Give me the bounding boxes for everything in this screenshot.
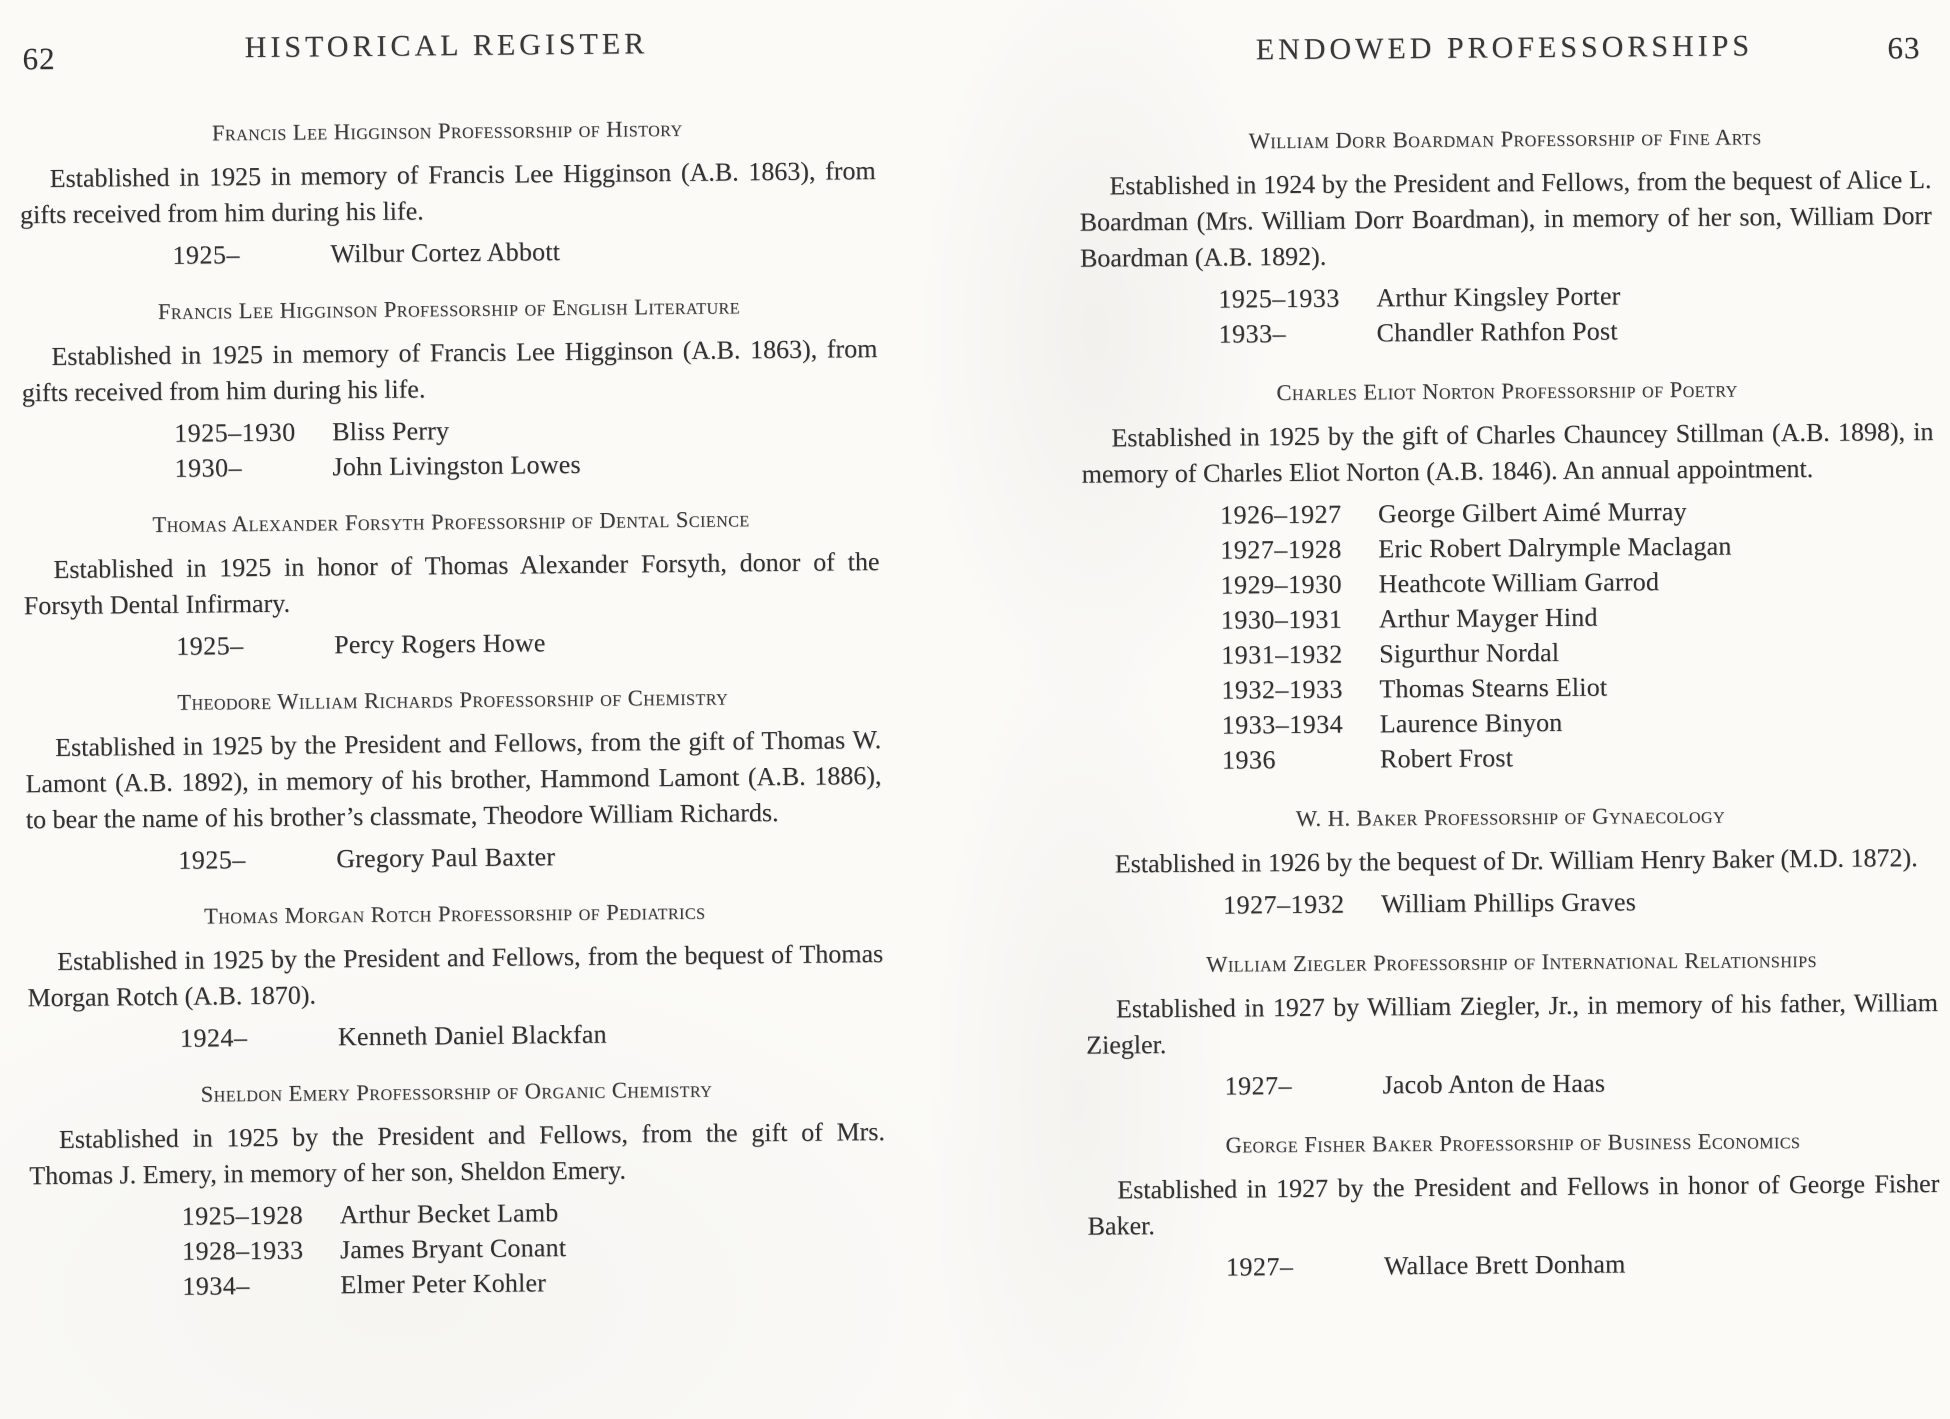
- appointment-row: [172, 231, 876, 273]
- appointment-years: 1930–1931: [1220, 604, 1343, 635]
- professorship-description: Established in 1925 by the President and Fellows, from the gift of Mrs. Thomas J. Emery, in memory of her son, Sheldon Emery.: [29, 1117, 886, 1191]
- appointment-name: Thomas Stearns Eliot: [1379, 672, 1608, 704]
- professorship-section: [27, 894, 884, 1057]
- professorship-description: Established in 1927 by William Ziegler, Jr., in memory of his father, William Ziegler.: [1086, 987, 1939, 1060]
- professorship-title: Charles Eliot Norton Professorship of Poetry: [1276, 376, 1738, 406]
- professorship-title: Sheldon Emery Professorship of Organic Chemistry: [200, 1076, 713, 1107]
- appointment-years: 1927–: [1225, 1252, 1294, 1282]
- professorship-title: Thomas Morgan Rotch Professorship of Pediatrics: [203, 898, 706, 929]
- professorship-title: Theodore William Richards Professorship of Chemistry: [177, 684, 729, 715]
- sections: [19, 111, 886, 1305]
- professorship-title: William Dorr Boardman Professorship of Fine Arts: [1248, 124, 1762, 154]
- appointment-list: [1226, 1244, 1940, 1285]
- appointment-name: Robert Frost: [1379, 743, 1514, 774]
- appointment-row: [1223, 882, 1937, 923]
- appointment-years: 1925–: [178, 845, 246, 875]
- appointment-years: 1925–1930: [174, 417, 296, 448]
- professorship-description: Established in 1925 by the gift of Charles Chauncey Stillman (A.B. 1898), in memory of Charles Eliot Norton (A.B. 1846). An annual appointment.: [1081, 416, 1934, 489]
- appointment-list: [176, 622, 880, 664]
- appointment-row: [180, 1014, 884, 1056]
- professorship-title: Francis Lee Higginson Professorship of History: [211, 115, 683, 146]
- appointment-years: 1936: [1221, 745, 1277, 775]
- appointment-name: Heathcote William Garrod: [1378, 567, 1660, 599]
- appointment-years: 1924–: [179, 1023, 248, 1053]
- appointment-row: [1221, 632, 1935, 673]
- appointment-years: 1926–1927: [1219, 499, 1342, 530]
- professorship-section: [21, 289, 879, 487]
- appointment-name: Wilbur Cortez Abbott: [330, 237, 561, 269]
- page-number-left: 62: [22, 40, 56, 77]
- appointment-years: 1928–1933: [181, 1235, 304, 1266]
- professorship-section: [1079, 120, 1933, 353]
- appointment-row: [1220, 527, 1934, 568]
- appointment-years: 1931–1932: [1221, 639, 1343, 670]
- appointment-list: [1223, 882, 1937, 923]
- appointment-row: [1218, 311, 1932, 352]
- page-left-header: [18, 25, 874, 75]
- appointment-row: [176, 622, 880, 664]
- professorship-description: Established in 1924 by the President and Fellows, from the bequest of Alice L. Boardman (Mrs. William Dorr Boardman), in memory of her son, William Dorr Boardman (A.B. 1892).: [1079, 164, 1932, 273]
- page-left: [18, 0, 887, 1328]
- appointment-years: 1925–1928: [181, 1200, 304, 1231]
- appointment-years: 1934–: [182, 1271, 250, 1301]
- appointment-name: Gregory Paul Baxter: [336, 842, 556, 874]
- professorship-section: [1087, 1124, 1940, 1286]
- appointment-name: George Gilbert Aimé Murray: [1377, 496, 1687, 529]
- appointment-name: Jacob Anton de Haas: [1382, 1068, 1606, 1100]
- appointment-list: [172, 231, 876, 273]
- appointment-years: 1933–1934: [1221, 709, 1344, 740]
- appointment-name: John Livingston Lowes: [332, 449, 581, 482]
- appointment-years: 1933–: [1218, 319, 1287, 349]
- appointment-years: 1930–: [174, 453, 243, 483]
- running-head-left: HISTORICAL REGISTER: [244, 27, 649, 65]
- appointment-name: James Bryant Conant: [339, 1233, 567, 1265]
- page-right-header: [1078, 28, 1930, 77]
- appointment-years: 1925–: [172, 240, 241, 270]
- professorship-section: [28, 1072, 886, 1305]
- appointment-list: [1224, 1063, 1938, 1104]
- appointment-row: [1224, 1063, 1938, 1104]
- professorship-description: Established in 1925 in memory of Francis Lee Higginson (A.B. 1863), from gifts received from him during his life.: [19, 156, 876, 230]
- appointment-name: Eric Robert Dalrymple Maclagan: [1378, 531, 1732, 564]
- appointment-row: [182, 1262, 886, 1304]
- appointment-name: Elmer Peter Kohler: [340, 1268, 547, 1300]
- professorship-section: [19, 111, 876, 274]
- running-head-right: ENDOWED PROFESSORSHIPS: [1255, 29, 1754, 67]
- appointment-list: [178, 836, 882, 878]
- professorship-section: [23, 502, 880, 665]
- appointment-name: Sigurthur Nordal: [1379, 637, 1560, 669]
- appointment-list: [180, 1014, 884, 1056]
- appointment-years: 1932–1933: [1221, 674, 1344, 705]
- professorship-description: Established in 1925 by the President and Fellows, from the bequest of Thomas Morgan Rotch (A.B. 1870).: [27, 939, 884, 1013]
- appointment-row: [174, 444, 878, 486]
- appointment-row: [1222, 737, 1936, 778]
- page-number-right: 63: [1887, 30, 1921, 66]
- professorship-section: [1085, 943, 1938, 1105]
- appointment-row: [1226, 1244, 1940, 1285]
- appointment-years: 1929–1930: [1220, 569, 1343, 600]
- professorship-section: [1084, 798, 1937, 924]
- appointment-name: Chandler Rathfon Post: [1376, 316, 1618, 348]
- appointment-years: 1927–1928: [1220, 534, 1342, 565]
- appointment-name: William Phillips Graves: [1380, 887, 1637, 919]
- appointment-name: Wallace Brett Donham: [1383, 1249, 1626, 1281]
- appointment-name: Kenneth Daniel Blackfan: [337, 1019, 607, 1052]
- professorship-description: Established in 1925 in memory of Francis Lee Higginson (A.B. 1863), from gifts received from him during his life.: [21, 334, 878, 408]
- professorship-title: William Ziegler Professorship of International Relationships: [1206, 946, 1818, 977]
- professorship-section: [1081, 372, 1936, 779]
- appointment-row: [1222, 702, 1936, 743]
- appointment-row: [1220, 562, 1934, 603]
- page-right: [1078, 0, 1940, 1312]
- professorship-description: Established in 1925 by the President and Fellows, from the gift of Thomas W. Lamont (A.B. 1892), in memory of his brother, Hammond Lamont (A.B. 1886), to bear the name of his brother’s classmate, Theodore William Richards.: [25, 725, 882, 835]
- appointment-name: Arthur Becket Lamb: [339, 1198, 559, 1230]
- appointment-row: [1220, 492, 1934, 533]
- appointment-name: Arthur Mayger Hind: [1378, 602, 1598, 634]
- professorship-title: George Fisher Baker Professorship of Business Economics: [1225, 1128, 1801, 1158]
- appointment-row: [1221, 667, 1935, 708]
- professorship-description: Established in 1927 by the President and Fellows in honor of George Fisher Baker.: [1087, 1168, 1940, 1241]
- professorship-title: W. H. Baker Professorship of Gynaecology: [1295, 802, 1726, 831]
- professorship-title: Thomas Alexander Forsyth Professorship of Dental Science: [152, 506, 750, 538]
- appointment-years: 1927–1932: [1222, 889, 1345, 920]
- appointment-list: [174, 409, 879, 486]
- sections: [1079, 120, 1940, 1286]
- appointment-years: 1927–: [1224, 1071, 1293, 1101]
- appointment-list: [1218, 276, 1933, 352]
- appointment-row: [1218, 276, 1932, 317]
- appointment-name: Bliss Perry: [332, 416, 450, 447]
- professorship-description: Established in 1926 by the bequest of Dr. William Henry Baker (M.D. 1872).: [1114, 843, 1918, 879]
- appointment-name: Laurence Binyon: [1379, 707, 1563, 739]
- appointment-name: Arthur Kingsley Porter: [1376, 281, 1621, 313]
- professorship-title: Francis Lee Higginson Professorship of English Literature: [157, 293, 741, 324]
- appointment-years: 1925–: [176, 631, 244, 661]
- appointment-row: [178, 836, 882, 878]
- appointment-list: [1220, 492, 1936, 778]
- appointment-row: [1221, 597, 1935, 638]
- appointment-list: [181, 1192, 886, 1304]
- professorship-section: [25, 680, 883, 879]
- appointment-years: 1925–1933: [1218, 283, 1340, 314]
- professorship-description: Established in 1925 in honor of Thomas Alexander Forsyth, donor of the Forsyth Dental Infirmary.: [23, 547, 880, 621]
- appointment-name: Percy Rogers Howe: [334, 628, 546, 660]
